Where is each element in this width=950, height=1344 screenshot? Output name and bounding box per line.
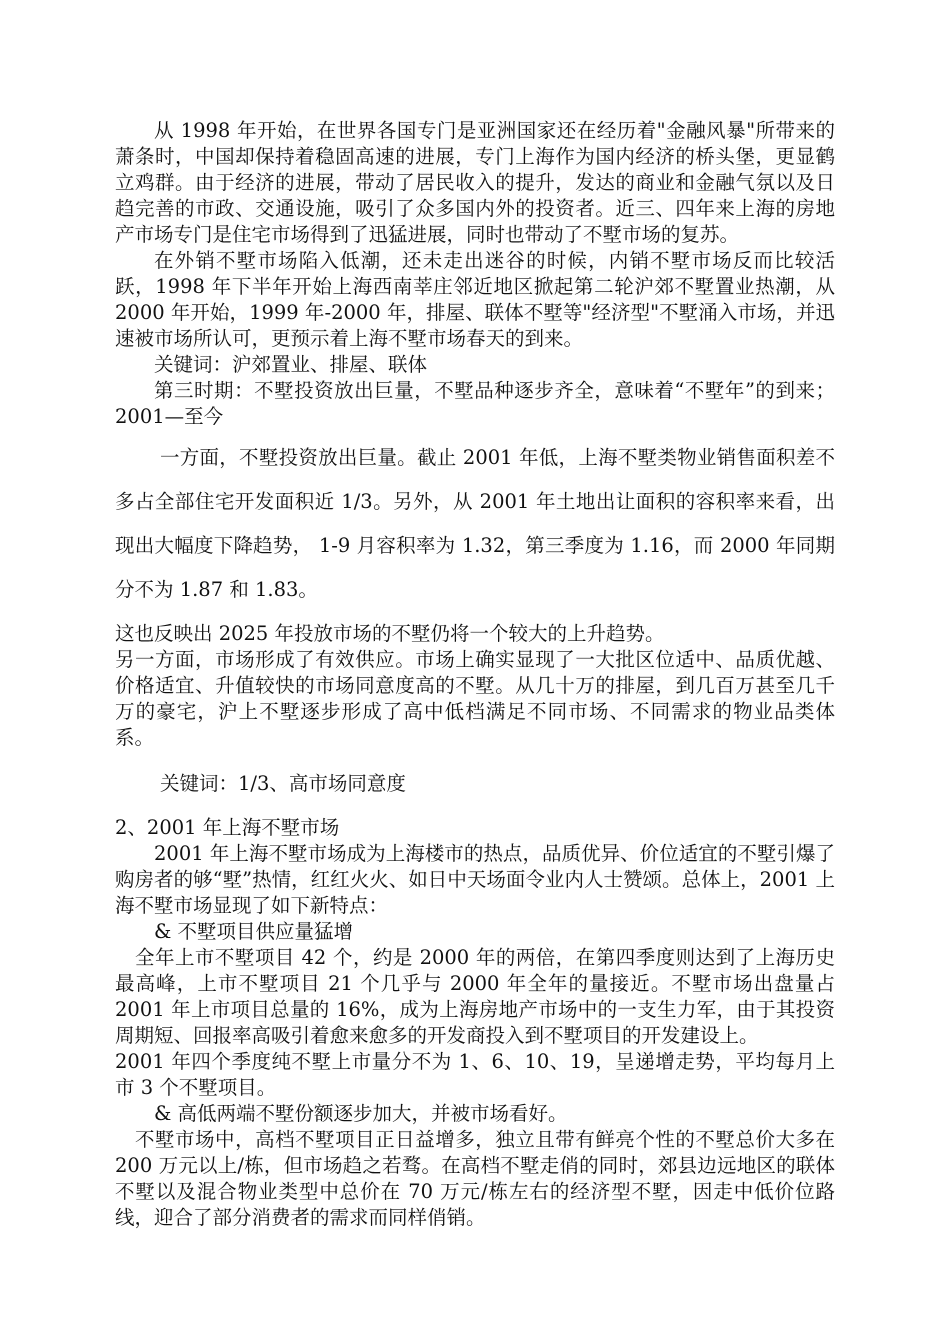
- paragraph-investment: 一方面，不墅投资放出巨量。截止 2001 年低，上海不墅类物业销售面积差不多占全部住宅开发面积近 1/3。另外，从 2001 年土地出让面积的容积率来看，出现出大幅度下降趋势， 1-9 月容积率为 1.32，第三季度为 1.16，而 2000 年同期分不为 1.87 和 1.83。: [115, 446, 835, 601]
- paragraph-intro: 从 1998 年开始，在世界各国专门是亚洲国家还在经历着"金融风暴"所带来的萧条时，中国却保持着稳固高速的进展，专门上海作为国内经济的桥头堡，更显鹤立鸡群。由于经济的进展，带动了居民收入的提升，发达的商业和金融气氛以及日趋完善的市政、交通设施，吸引了众多国内外的投资者。近三、四年来上海的房地产市场专门是住宅市场得到了迅猛进展，同时也带动了不墅市场的复苏。: [115, 119, 835, 246]
- paragraph-investment-tail: 这也反映出 2025 年投放市场的不墅仍将一个较大的上升趋势。: [115, 622, 665, 645]
- keywords-line-2: 关键词：1/3、高市场同意度: [160, 772, 406, 795]
- paragraph-supply-stats: 全年上市不墅项目 42 个，约是 2000 年的两倍，在第四季度则达到了上海历史最高峰，上市不墅项目 21 个几乎与 2000 年全年的量接近。不墅市场出盘量占 2001 年上市项目总量的 16%，成为上海房地产市场中的一支生力军，由于其投资周期短、回报率高吸引着愈来愈多的开发商投入到不墅项目的开发建设上。: [115, 946, 835, 1047]
- bullet-high-low-share: & 高低两端不墅份额逐步加大，并被市场看好。: [154, 1102, 568, 1125]
- period-three-heading: 第三时期：不墅投资放出巨量，不墅品种逐步齐全，意味着“不墅年”的到来；2001—至今: [115, 379, 835, 428]
- paragraph-supply: 另一方面，市场形成了有效供应。市场上确实显现了一大批区位适中、品质优越、价格适宜、升值较快的市场同意度高的不墅。从几十万的排屋，到几百万甚至几千万的豪宅，沪上不墅逐步形成了高中低档满足不同市场、不同需求的物业品类体系。: [115, 648, 835, 749]
- paragraph-2001-overview: 2001 年上海不墅市场成为上海楼市的热点，品质优异、价位适宜的不墅引爆了购房者的够“墅”热情，红红火火、如日中天场面令业内人士赞颂。总体上，2001 上海不墅市场显现了如下新特点：: [115, 842, 835, 917]
- section-heading-2001: 2、2001 年上海不墅市场: [115, 816, 340, 839]
- paragraph-high-low-market: 不墅市场中，高档不墅项目正日益增多，独立且带有鲜亮个性的不墅总价大多在 200 万元以上/栋，但市场趋之若骛。在高档不墅走俏的同时，郊县边远地区的联体不墅以及混合物业类型中总价在 70 万元/栋左右的经济型不墅，因走中低价位路线，迎合了部分消费者的需求而同样俏销。: [115, 1128, 835, 1229]
- bullet-supply-increase: & 不墅项目供应量猛增: [154, 920, 354, 943]
- keywords-line-1: 关键词：沪郊置业、排屋、联体: [154, 353, 428, 376]
- paragraph-quarterly-stats: 2001 年四个季度纯不墅上市量分不为 1、6、10、19，呈递增走势，平均每月上市 3 个不墅项目。: [115, 1050, 835, 1099]
- paragraph-domestic-market: 在外销不墅市场陷入低潮，还未走出迷谷的时候，内销不墅市场反而比较活跃，1998 年下半年开始上海西南莘庄邻近地区掀起第二轮沪郊不墅置业热潮，从 2000 年开始，1999 年-2000 年，排屋、联体不墅等"经济型"不墅涌入市场，并迅速被市场所认可，更预示着上海不墅市场春天的到来。: [115, 249, 835, 350]
